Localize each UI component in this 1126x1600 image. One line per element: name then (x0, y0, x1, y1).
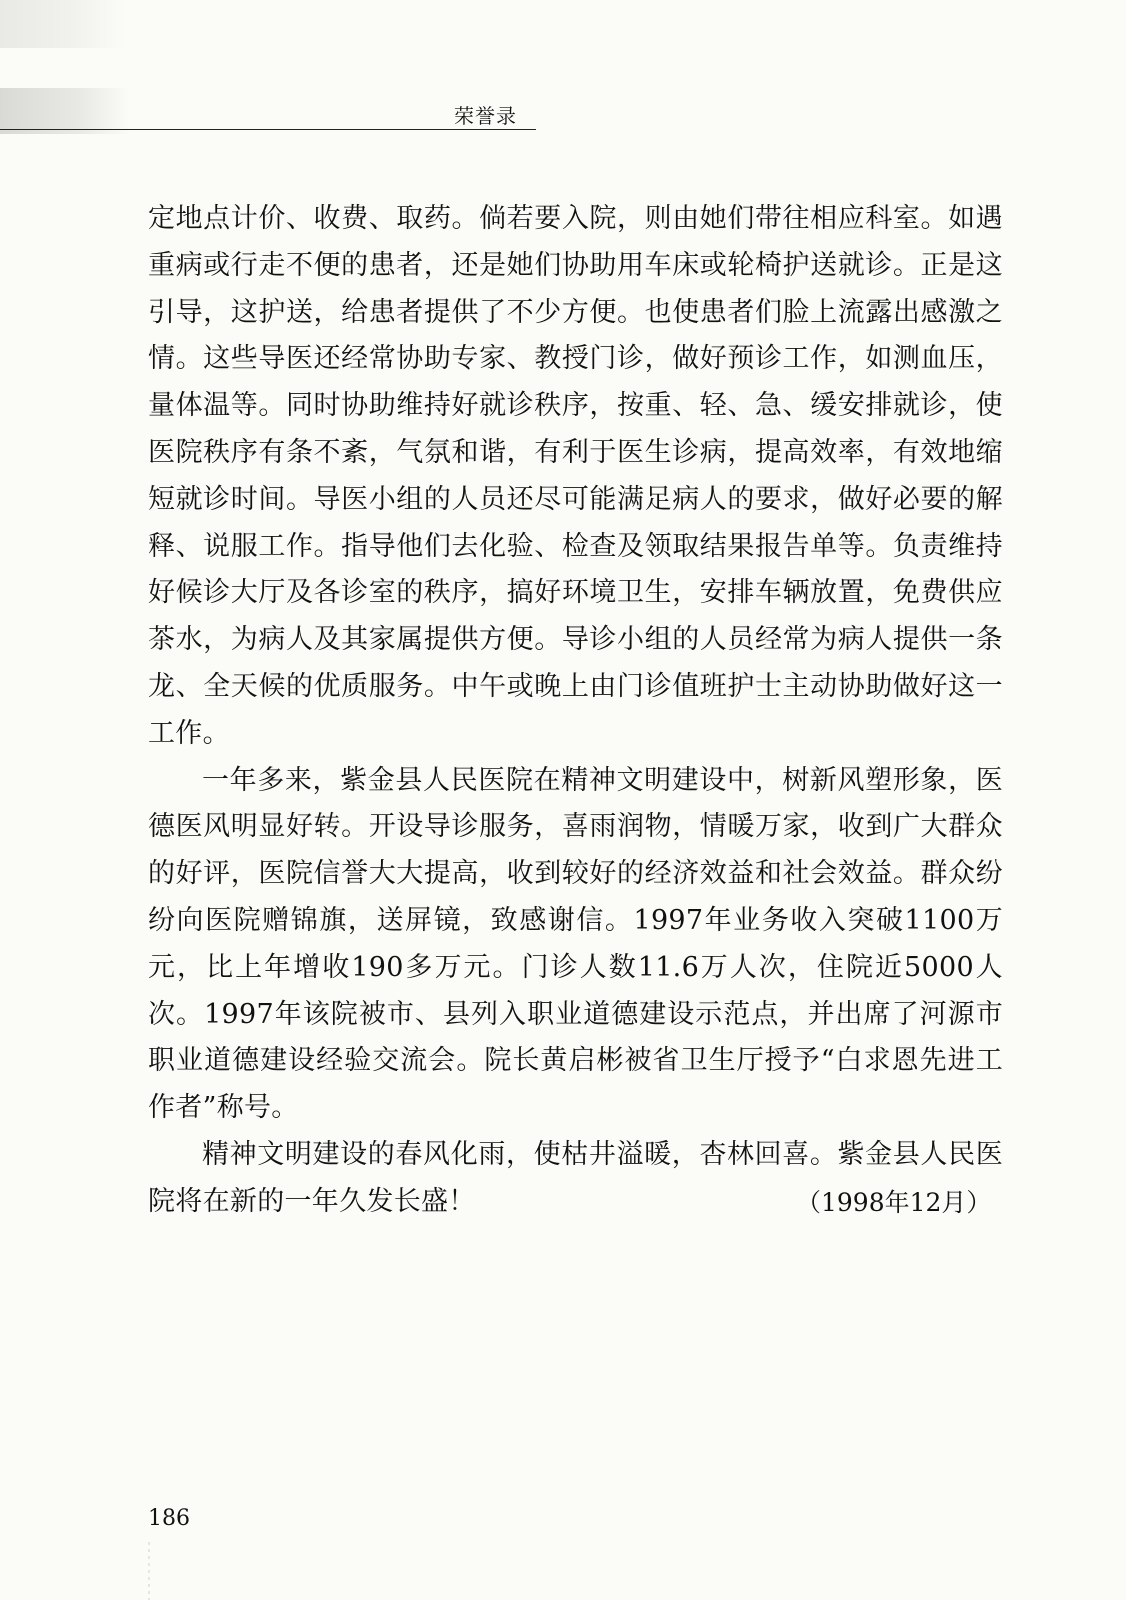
scan-fold-line (148, 1542, 150, 1600)
paragraph-continued: 定地点计价、收费、取药。倘若要入院，则由她们带往相应科室。如遇重病或行走不便的患者，还是她们协助用车床或轮椅护送就诊。正是这引导，这护送，给患者提供了不少方便。也使患者们脸上流露出感激之情。这些导医还经常协助专家、教授门诊，做好预诊工作，如测血压，量体温等。同时协助维持好就诊秩序，按重、轻、急、缓安排就诊，使医院秩序有条不紊，气氛和谐，有利于医生诊病，提高效率，有效地缩短就诊时间。导医小组的人员还尽可能满足病人的要求，做好必要的解释、说服工作。指导他们去化验、检查及领取结果报告单等。负责维持好候诊大厅及各诊室的秩序，搞好环境卫生，安排车辆放置，免费供应茶水，为病人及其家属提供方便。导诊小组的人员经常为病人提供一条龙、全天候的优质服务。中午或晚上由门诊值班护士主动协助做好这一工作。 (148, 203, 1003, 749)
running-header-title: 荣誉录 (454, 104, 517, 128)
header-rule (0, 129, 536, 130)
article-date: （1998年12月） (796, 1188, 992, 1217)
paragraph-results: 一年多来，紫金县人民医院在精神文明建设中，树新风塑形象，医德医风明显好转。开设导诊服务，喜雨润物，情暖万家，收到广大群众的好评，医院信誉大大提高，收到较好的经济效益和社会效益。群众纷纷向医院赠锦旗，送屏镜，致感谢信。1997年业务收入突破1100万元，比上年增收190多万元。门诊人数11.6万人次，住院近5000人次。1997年该院被市、县列入职业道德建设示范点，并出席了河源市职业道德建设经验交流会。院长黄启彬被省卫生厅授予“白求恩先进工作者”称号。 (148, 764, 1003, 1124)
paragraph-closing: 精神文明建设的春风化雨，使枯井溢暖，杏林回喜。紫金县人民医院将在新的一年久发长盛！ (148, 1138, 1003, 1217)
page-number: 186 (148, 1506, 190, 1531)
scan-edge-shading (0, 0, 125, 48)
article-body (148, 196, 1003, 1226)
header-shading (0, 88, 130, 134)
